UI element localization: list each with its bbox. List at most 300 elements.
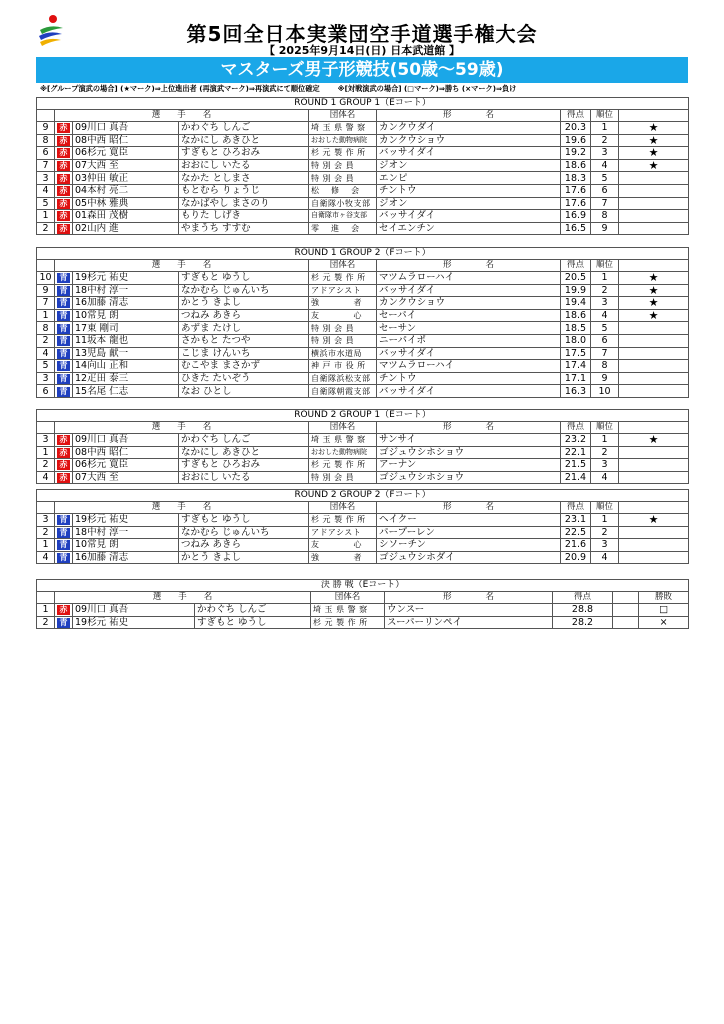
draw-order: 4 <box>37 347 55 360</box>
advance-star-icon: ★ <box>619 159 689 172</box>
kata-name: ゴジュウシホダイ <box>377 551 561 564</box>
score: 21.6 <box>561 539 591 552</box>
rank: 6 <box>591 334 619 347</box>
round-heading: ROUND 1 GROUP 1（Eコート） <box>37 98 689 110</box>
score: 22.1 <box>561 446 591 459</box>
team-name: 特 別 会 員 <box>309 471 377 484</box>
header-org: 団体名 <box>309 422 377 434</box>
corner-cell <box>55 434 73 447</box>
team-name: 特 別 会 員 <box>309 334 377 347</box>
team-name: 自衛隊小牧支部 <box>309 197 377 210</box>
draw-order: 6 <box>37 385 55 398</box>
team-name: アドアシスト <box>309 526 377 539</box>
header-kata: 形 名 <box>377 260 561 272</box>
advance-star-icon <box>619 372 689 385</box>
blue-corner-badge: 青 <box>57 540 70 550</box>
player-name: 13児島 献一 <box>73 347 179 360</box>
team-name: 自衛隊朝霞支部 <box>309 385 377 398</box>
blue-corner-badge: 青 <box>57 374 70 384</box>
kata-name: サンサイ <box>377 434 561 447</box>
team-name: 強 者 <box>309 297 377 310</box>
advance-star-icon <box>619 210 689 223</box>
kata-name: チントウ <box>377 184 561 197</box>
corner-cell <box>55 616 73 629</box>
header-blank <box>613 592 639 604</box>
corner-cell <box>55 297 73 310</box>
blue-corner-badge: 青 <box>57 311 70 321</box>
header-org: 団体名 <box>309 110 377 122</box>
draw-order: 6 <box>37 147 55 160</box>
player-kana: ひきた たいぞう <box>179 372 309 385</box>
team-name: 松 修 会 <box>309 184 377 197</box>
table-row <box>37 284 689 297</box>
score: 23.1 <box>561 514 591 527</box>
draw-order: 4 <box>37 184 55 197</box>
player-kana: もりた しげき <box>179 210 309 223</box>
corner-cell <box>55 284 73 297</box>
rank: 1 <box>591 122 619 135</box>
team-name: 杉 元 製 作 所 <box>309 147 377 160</box>
corner-cell <box>55 334 73 347</box>
advance-star-icon <box>619 459 689 472</box>
header-blank <box>619 260 689 272</box>
blue-corner-badge: 青 <box>57 618 70 628</box>
score: 17.5 <box>561 347 591 360</box>
results-table <box>36 489 689 564</box>
header-rank: 順位 <box>591 422 619 434</box>
player-kana: すぎもと ひろおみ <box>179 147 309 160</box>
team-name: 神 戸 市 役 所 <box>309 360 377 373</box>
score: 19.9 <box>561 284 591 297</box>
draw-order: 8 <box>37 322 55 335</box>
draw-order: 2 <box>37 222 55 235</box>
red-corner-badge: 赤 <box>57 186 70 196</box>
results-table <box>36 247 689 398</box>
score: 16.5 <box>561 222 591 235</box>
header-rank: 順位 <box>591 110 619 122</box>
team-name: 埼 玉 県 警 察 <box>309 434 377 447</box>
player-name: 07大西 至 <box>73 159 179 172</box>
draw-order: 2 <box>37 526 55 539</box>
result-mark: × <box>639 616 689 629</box>
player-name: 01森田 茂樹 <box>73 210 179 223</box>
player-kana: すぎもと ゆうし <box>195 616 311 629</box>
advance-star-icon: ★ <box>619 434 689 447</box>
draw-order: 4 <box>37 471 55 484</box>
draw-order: 10 <box>37 272 55 285</box>
corner-cell <box>55 272 73 285</box>
advance-star-icon <box>619 360 689 373</box>
corner-cell <box>55 459 73 472</box>
player-name: 06杉元 寛臣 <box>73 147 179 160</box>
player-name: 06杉元 寛臣 <box>73 459 179 472</box>
table-row <box>37 309 689 322</box>
player-name: 04本村 亮二 <box>73 184 179 197</box>
score: 18.6 <box>561 159 591 172</box>
table-row <box>37 616 689 629</box>
score: 17.6 <box>561 197 591 210</box>
player-name: 16加藤 清志 <box>73 551 179 564</box>
corner-cell <box>55 514 73 527</box>
header-kata: 形 名 <box>385 592 553 604</box>
player-kana: むこやま まさかず <box>179 360 309 373</box>
player-name: 09川口 真吾 <box>73 122 179 135</box>
player-kana: なかにし あきひと <box>179 134 309 147</box>
header-result: 勝敗 <box>639 592 689 604</box>
header-blank <box>37 422 55 434</box>
advance-star-icon <box>619 385 689 398</box>
advance-star-icon <box>619 347 689 360</box>
player-name: 19杉元 祐史 <box>73 616 195 629</box>
score: 16.9 <box>561 210 591 223</box>
kata-name: シソーチン <box>377 539 561 552</box>
red-corner-badge: 赤 <box>57 460 70 470</box>
advance-star-icon <box>619 526 689 539</box>
header-blank <box>37 110 55 122</box>
red-corner-badge: 赤 <box>57 435 70 445</box>
advance-star-icon: ★ <box>619 297 689 310</box>
draw-order: 7 <box>37 159 55 172</box>
blue-corner-badge: 青 <box>57 528 70 538</box>
table-row <box>37 434 689 447</box>
header-score: 得点 <box>561 260 591 272</box>
header-player: 選 手 名 <box>55 260 309 272</box>
team-name: 杉 元 製 作 所 <box>311 616 385 629</box>
rank: 4 <box>591 309 619 322</box>
blue-corner-badge: 青 <box>57 324 70 334</box>
round-heading: ROUND 1 GROUP 2（Fコート） <box>37 248 689 260</box>
table-row <box>37 459 689 472</box>
red-corner-badge: 赤 <box>57 123 70 133</box>
corner-cell <box>55 526 73 539</box>
round-heading: ROUND 2 GROUP 1（Eコート） <box>37 410 689 422</box>
kata-name: ウンスー <box>385 604 553 617</box>
header-rank: 順位 <box>591 502 619 514</box>
legend-note <box>40 84 680 94</box>
rank: 3 <box>591 147 619 160</box>
corner-cell <box>55 551 73 564</box>
advance-star-icon <box>619 222 689 235</box>
corner-cell <box>55 372 73 385</box>
advance-star-icon <box>619 551 689 564</box>
rank: 3 <box>591 459 619 472</box>
draw-order: 3 <box>37 172 55 185</box>
blue-corner-badge: 青 <box>57 349 70 359</box>
results-table <box>36 409 689 484</box>
draw-order: 3 <box>37 434 55 447</box>
table-row <box>37 360 689 373</box>
draw-order: 2 <box>37 616 55 629</box>
draw-order: 3 <box>37 372 55 385</box>
player-kana: すぎもと ゆうし <box>179 514 309 527</box>
score: 22.5 <box>561 526 591 539</box>
player-kana: なかむら じゅんいち <box>179 284 309 297</box>
score: 20.3 <box>561 122 591 135</box>
header-blank <box>619 502 689 514</box>
team-name: 友 心 <box>309 539 377 552</box>
player-name: 09川口 真吾 <box>73 434 179 447</box>
advance-star-icon: ★ <box>619 309 689 322</box>
rank: 2 <box>591 526 619 539</box>
player-kana: すぎもと ゆうし <box>179 272 309 285</box>
player-name: 18中村 淳一 <box>73 284 179 297</box>
player-name: 16加藤 清志 <box>73 297 179 310</box>
table-row <box>37 297 689 310</box>
kata-name: カンクウダイ <box>377 122 561 135</box>
event-date-venue: 【 2025年9月14日(日) 日本武道館 】 <box>263 44 461 57</box>
kata-name: バッサイダイ <box>377 147 561 160</box>
red-corner-badge: 赤 <box>57 161 70 171</box>
player-name: 14向山 正和 <box>73 360 179 373</box>
header-org: 団体名 <box>309 260 377 272</box>
score: 21.5 <box>561 459 591 472</box>
advance-star-icon <box>619 322 689 335</box>
blue-corner-badge: 青 <box>57 273 70 283</box>
draw-order: 2 <box>37 459 55 472</box>
table-row <box>37 184 689 197</box>
team-name: 友 心 <box>309 309 377 322</box>
table-row <box>37 134 689 147</box>
rank: 10 <box>591 385 619 398</box>
team-name: おおした動物病院 <box>309 446 377 459</box>
blank-cell <box>613 616 639 629</box>
results-table <box>36 97 689 235</box>
player-name: 07大西 至 <box>73 471 179 484</box>
kata-name: マツムラローハイ <box>377 360 561 373</box>
rank: 3 <box>591 539 619 552</box>
red-corner-badge: 赤 <box>57 174 70 184</box>
draw-order: 9 <box>37 284 55 297</box>
corner-cell <box>55 347 73 360</box>
corner-cell <box>55 172 73 185</box>
player-kana: なかた としまさ <box>179 172 309 185</box>
score: 17.4 <box>561 360 591 373</box>
rank: 1 <box>591 514 619 527</box>
red-corner-badge: 赤 <box>57 473 70 483</box>
blue-corner-badge: 青 <box>57 286 70 296</box>
team-name: 特 別 会 員 <box>309 159 377 172</box>
player-kana: やまうち すすむ <box>179 222 309 235</box>
draw-order: 5 <box>37 360 55 373</box>
kata-name: セーパイ <box>377 309 561 322</box>
player-kana: こじま けんいち <box>179 347 309 360</box>
blue-corner-badge: 青 <box>57 298 70 308</box>
rank: 1 <box>591 434 619 447</box>
rank: 8 <box>591 360 619 373</box>
player-kana: すぎもと ひろおみ <box>179 459 309 472</box>
advance-star-icon: ★ <box>619 147 689 160</box>
player-name: 09川口 真吾 <box>73 604 195 617</box>
table-row <box>37 172 689 185</box>
player-kana: もとむら りょうじ <box>179 184 309 197</box>
team-name: 特 別 会 員 <box>309 172 377 185</box>
rank: 2 <box>591 446 619 459</box>
corner-cell <box>55 309 73 322</box>
team-name: 強 者 <box>309 551 377 564</box>
player-name: 17東 剛司 <box>73 322 179 335</box>
header-kata: 形 名 <box>377 110 561 122</box>
score: 20.5 <box>561 272 591 285</box>
corner-cell <box>55 147 73 160</box>
header-score: 得点 <box>561 422 591 434</box>
advance-star-icon: ★ <box>619 514 689 527</box>
player-kana: かとう きよし <box>179 551 309 564</box>
header-score: 得点 <box>553 592 613 604</box>
header-player: 選 手 名 <box>55 422 309 434</box>
corner-cell <box>55 210 73 223</box>
table-row <box>37 539 689 552</box>
advance-star-icon: ★ <box>619 134 689 147</box>
team-name: おおした動物病院 <box>309 134 377 147</box>
kata-name: カンクウショウ <box>377 297 561 310</box>
corner-cell <box>55 360 73 373</box>
score: 23.2 <box>561 434 591 447</box>
player-kana: つねみ あきら <box>179 309 309 322</box>
kata-name: バッサイダイ <box>377 284 561 297</box>
player-kana: かわぐち しんご <box>179 434 309 447</box>
kata-name: エンピ <box>377 172 561 185</box>
advance-star-icon <box>619 539 689 552</box>
score: 16.3 <box>561 385 591 398</box>
player-name: 15名尾 仁志 <box>73 385 179 398</box>
header-player: 選 手 名 <box>55 110 309 122</box>
player-kana: なかにし あきひと <box>179 446 309 459</box>
header-score: 得点 <box>561 110 591 122</box>
player-kana: つねみ あきら <box>179 539 309 552</box>
team-name: 杉 元 製 作 所 <box>309 459 377 472</box>
corner-cell <box>55 471 73 484</box>
team-name: 特 別 会 員 <box>309 322 377 335</box>
rank: 8 <box>591 210 619 223</box>
team-name: 零 進 会 <box>309 222 377 235</box>
draw-order: 3 <box>37 514 55 527</box>
player-name: 18中村 淳一 <box>73 526 179 539</box>
category-banner: マスターズ男子形競技(50歳～59歳) <box>36 57 688 83</box>
draw-order: 1 <box>37 210 55 223</box>
kata-name: パープーレン <box>377 526 561 539</box>
player-name: 03仲田 敏正 <box>73 172 179 185</box>
kata-name: セーサン <box>377 322 561 335</box>
score: 21.4 <box>561 471 591 484</box>
draw-order: 1 <box>37 309 55 322</box>
table-row <box>37 272 689 285</box>
corner-cell <box>55 184 73 197</box>
score: 18.0 <box>561 334 591 347</box>
player-kana: なかむら じゅんいち <box>179 526 309 539</box>
table-row <box>37 322 689 335</box>
corner-cell <box>55 539 73 552</box>
advance-star-icon <box>619 334 689 347</box>
kata-name: ジオン <box>377 197 561 210</box>
player-name: 12疋田 泰三 <box>73 372 179 385</box>
player-name: 08中西 昭仁 <box>73 446 179 459</box>
player-kana: おおにし いたる <box>179 471 309 484</box>
legend-note-group: ※[グループ演武の場合] (★マーク)⇒上位進出者 (再演武マーク)⇒再演武にて順位確定 <box>40 84 320 93</box>
advance-star-icon: ★ <box>619 122 689 135</box>
header-score: 得点 <box>561 502 591 514</box>
player-kana: あずま たけし <box>179 322 309 335</box>
kata-name: ジオン <box>377 159 561 172</box>
kata-name: バッサイダイ <box>377 385 561 398</box>
rank: 7 <box>591 197 619 210</box>
page-title: 第5回全日本実業団空手道選手権大会 <box>186 22 538 46</box>
kata-name: ゴジュウシホショウ <box>377 446 561 459</box>
table-row <box>37 372 689 385</box>
rank: 1 <box>591 272 619 285</box>
header-kata: 形 名 <box>377 422 561 434</box>
rank: 4 <box>591 471 619 484</box>
player-name: 05中林 雅典 <box>73 197 179 210</box>
table-row <box>37 604 689 617</box>
kata-name: マツムラローハイ <box>377 272 561 285</box>
player-name: 10常見 朗 <box>73 309 179 322</box>
player-name: 19杉元 祐史 <box>73 514 179 527</box>
header-player: 選 手 名 <box>55 592 311 604</box>
draw-order: 9 <box>37 122 55 135</box>
rank: 2 <box>591 284 619 297</box>
team-name: 杉 元 製 作 所 <box>309 514 377 527</box>
draw-order: 2 <box>37 334 55 347</box>
team-name: 自衛隊浜松支部 <box>309 372 377 385</box>
red-corner-badge: 赤 <box>57 136 70 146</box>
draw-order: 5 <box>37 197 55 210</box>
score: 19.6 <box>561 134 591 147</box>
draw-order: 4 <box>37 551 55 564</box>
player-kana: なかばやし まさのり <box>179 197 309 210</box>
corner-cell <box>55 197 73 210</box>
header-blank <box>37 592 55 604</box>
score: 18.3 <box>561 172 591 185</box>
player-kana: かわぐち しんご <box>179 122 309 135</box>
team-name: 埼 玉 県 警 察 <box>309 122 377 135</box>
kata-name: カンクウショウ <box>377 134 561 147</box>
team-name: アドアシスト <box>309 284 377 297</box>
team-name: 杉 元 製 作 所 <box>309 272 377 285</box>
rank: 9 <box>591 222 619 235</box>
table-row <box>37 122 689 135</box>
rank: 2 <box>591 134 619 147</box>
advance-star-icon: ★ <box>619 272 689 285</box>
red-corner-badge: 赤 <box>57 199 70 209</box>
blue-corner-badge: 青 <box>57 515 70 525</box>
table-row <box>37 446 689 459</box>
header-blank <box>619 110 689 122</box>
player-kana: さかもと たつや <box>179 334 309 347</box>
rank: 4 <box>591 551 619 564</box>
team-name: 横浜市水道局 <box>309 347 377 360</box>
draw-order: 8 <box>37 134 55 147</box>
kata-name: ゴジュウシホショウ <box>377 471 561 484</box>
table-row <box>37 197 689 210</box>
result-mark: □ <box>639 604 689 617</box>
table-row <box>37 147 689 160</box>
red-corner-badge: 赤 <box>57 605 70 615</box>
corner-cell <box>55 134 73 147</box>
advance-star-icon <box>619 446 689 459</box>
score: 18.6 <box>561 309 591 322</box>
table-row <box>37 514 689 527</box>
kata-name: スーパーリンペイ <box>385 616 553 629</box>
kata-name: ヘイクー <box>377 514 561 527</box>
red-corner-badge: 赤 <box>57 224 70 234</box>
player-name: 08中西 昭仁 <box>73 134 179 147</box>
header-player: 選 手 名 <box>55 502 309 514</box>
header-org: 団体名 <box>311 592 385 604</box>
table-row <box>37 210 689 223</box>
draw-order: 1 <box>37 539 55 552</box>
kata-name: ニーパイポ <box>377 334 561 347</box>
rank: 6 <box>591 184 619 197</box>
